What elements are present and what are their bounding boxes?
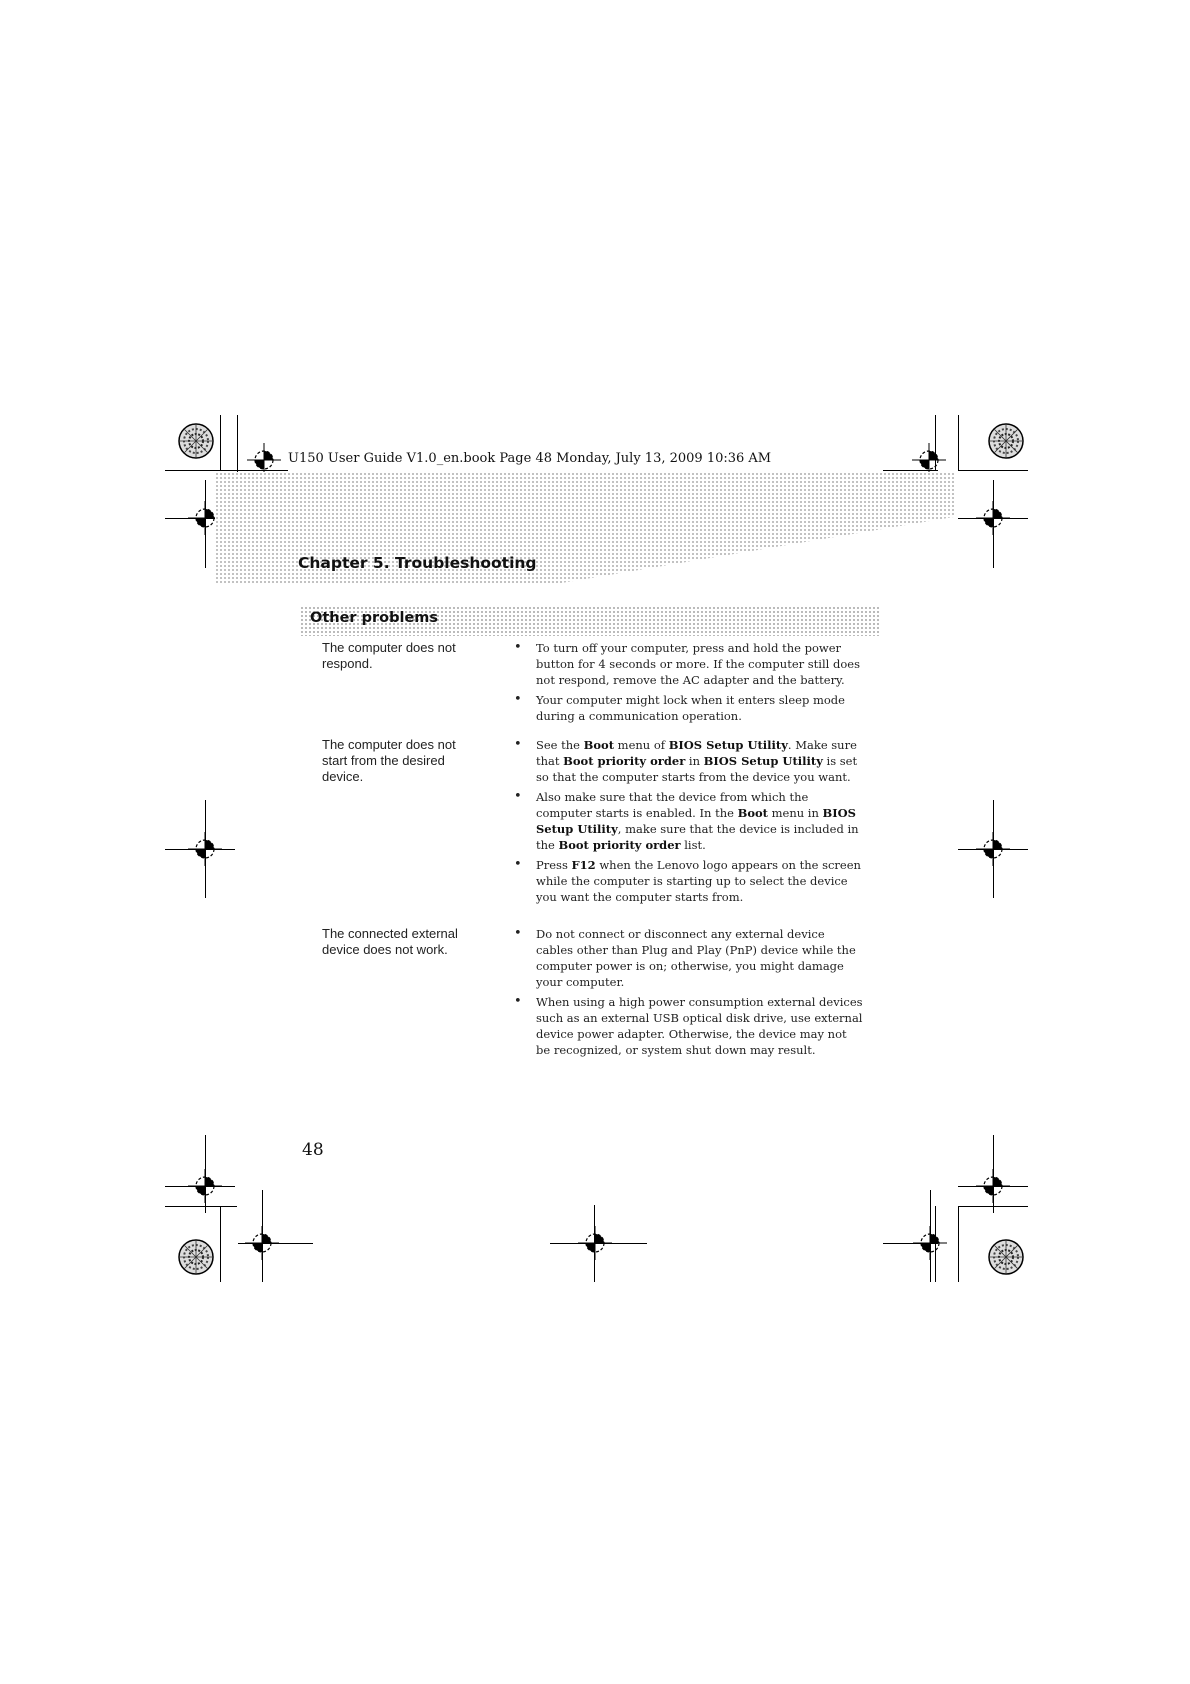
solution-list	[512, 640, 864, 728]
solution-list	[512, 926, 864, 1062]
text-run: , make sure that the device is included in the	[536, 822, 859, 852]
bold-term: Boot priority order	[563, 754, 686, 768]
solution-item	[512, 692, 864, 724]
registration-mark-icon	[973, 498, 1013, 538]
chapter-title: Chapter 5. Troubleshooting	[298, 554, 537, 572]
text-run: in	[685, 754, 704, 768]
text-run: menu of	[614, 738, 669, 752]
problem-text: The connected external device does not work.	[322, 926, 458, 957]
text-run: menu in	[767, 806, 823, 820]
text-run: list.	[680, 838, 706, 852]
text-run: Your computer might lock when it enters sleep mode during a communication operation.	[536, 693, 845, 723]
bold-term: F12	[571, 858, 596, 872]
text-run: To turn off your computer, press and hold the power button for 4 seconds or more. If the computer still does not respond, remove the AC adapter and the battery.	[536, 641, 860, 687]
text-run: Also make sure that the device from which the computer starts is enabled. In the	[536, 790, 809, 820]
problem-text: The computer does not start from the desired device.	[322, 737, 456, 784]
solution-item	[512, 994, 864, 1058]
file-header: U150 User Guide V1.0_en.book Page 48 Monday, July 13, 2009 10:36 AM	[288, 451, 772, 466]
section-title: Other problems	[310, 610, 439, 626]
problem-text: The computer does not respond.	[322, 640, 456, 671]
registration-mark-icon	[973, 829, 1013, 869]
text-run: See the	[536, 738, 584, 752]
solution-item	[512, 640, 864, 688]
bold-term: BIOS Setup Utility	[668, 738, 788, 752]
text-run: Do not connect or disconnect any external device cables other than Plug and Play (PnP) device while the computer power is on; otherwise, you might damage your computer.	[536, 927, 856, 989]
color-wheel-icon	[176, 421, 216, 461]
bold-term: BIOS Setup Utility	[703, 754, 823, 768]
text-run: when the Lenovo logo appears on the screen while the computer is starting up to select the device you want the computer starts from.	[536, 858, 861, 904]
registration-mark-icon	[910, 1223, 950, 1263]
color-wheel-icon	[986, 1237, 1026, 1277]
color-wheel-icon	[986, 421, 1026, 461]
solution-item	[512, 857, 864, 905]
registration-mark-icon	[185, 829, 225, 869]
text-run: is set so that the computer starts from the device you want.	[536, 754, 858, 784]
text-run: When using a high power consumption external devices such as an external USB optical disk drive, use external device power adapter. Otherwise, the device may not be recognized, or system shut down may result.	[536, 995, 863, 1057]
color-wheel-icon	[176, 1237, 216, 1277]
registration-mark-icon	[242, 1223, 282, 1263]
solution-item	[512, 789, 864, 853]
text-run: Press	[536, 858, 572, 872]
registration-mark-icon	[575, 1223, 615, 1263]
registration-mark-icon	[185, 1166, 225, 1206]
page-number: 48	[302, 1140, 324, 1160]
solution-item	[512, 737, 864, 785]
bold-term: Boot	[737, 806, 768, 820]
bold-term: Boot priority order	[558, 838, 681, 852]
solution-item	[512, 926, 864, 990]
bold-term: BIOS Setup Utility	[536, 806, 856, 836]
registration-mark-icon	[973, 1166, 1013, 1206]
text-run: . Make sure that	[536, 738, 857, 768]
bold-term: Boot	[583, 738, 615, 752]
solution-list	[512, 737, 864, 909]
